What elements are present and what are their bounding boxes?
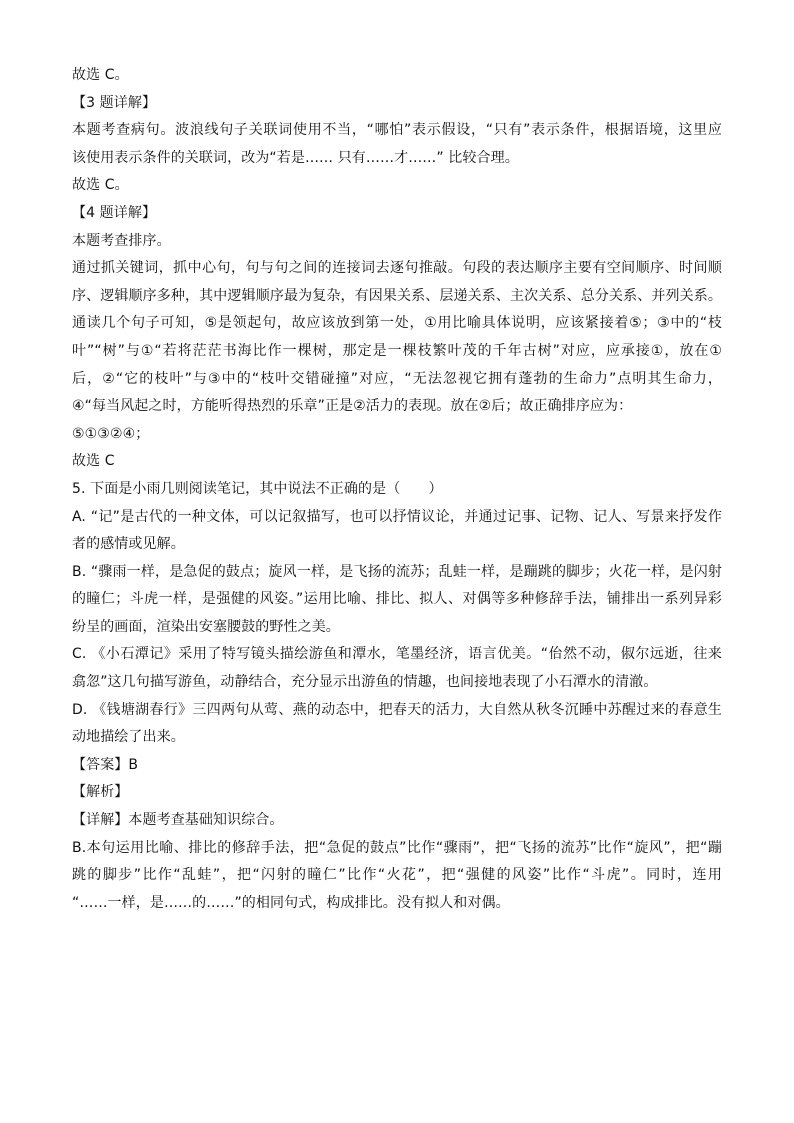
option-c: C. 《小石潭记》采用了特写镜头描绘游鱼和潭水，笔墨经济，语言优美。“佁然不动，俶尔远逝，往来 bbox=[72, 646, 722, 663]
text-line: 序、逻辑顺序多种，其中逻辑顺序最为复杂，有因果关系、层递关系、主次关系、总分关系、并列关系。 bbox=[72, 287, 722, 304]
text-line: 通过抓关键词，抓中心句，句与句之间的连接词去逐句推敲。句段的表达顺序主要有空间顺序、时间顺 bbox=[72, 260, 722, 277]
option-d: D. 《钱塘湖春行》三四两句从莺、燕的动态中，把春天的活力，大自然从秋冬沉睡中苏醒过来的春意生 bbox=[72, 701, 722, 718]
text-line: 【详解】本题考查基础知识综合。 bbox=[72, 812, 284, 829]
section-heading: 【4 题详解】 bbox=[72, 204, 157, 221]
text-line: 该使用表示条件的关联词，改为“若是…… 只有……才……” 比较合理。 bbox=[72, 149, 519, 166]
text-line: 本题考查排序。 bbox=[72, 232, 171, 249]
text-line: 的瞳仁；斗虎一样，是强健的风姿。”运用比喻、排比、拟人、对偶等多种修辞手法，铺排出一系列异彩 bbox=[72, 591, 722, 608]
text-line: 本题考查病句。波浪线句子关联词使用不当，“哪怕”表示假设，“只有”表示条件，根据语境，这里应 bbox=[72, 122, 722, 139]
text-line: B.本句运用比喻、排比的修辞手法，把“急促的鼓点”比作“骤雨”，把“飞扬的流苏”比作“旋风”，把“蹦 bbox=[72, 839, 722, 856]
question-stem: 5. 下面是小雨几则阅读笔记，其中说法不正确的是（ ） bbox=[72, 480, 443, 497]
text-line: 故选 C。 bbox=[72, 67, 129, 83]
text-line: 跳的脚步”比作“乱蛙”，把“闪射的瞳仁”比作“火花”，把“强健的风姿”比作“斗虎”。同时，连用 bbox=[72, 867, 722, 884]
text-line: ④“每当风起之时，方能听得热烈的乐章”正是②活力的表现。放在②后；故正确排序应为： bbox=[72, 398, 633, 415]
text-line: ⑤①③②④； bbox=[72, 425, 150, 442]
analysis-label: 【解析】 bbox=[72, 784, 129, 801]
option-b: B. “骤雨一样，是急促的鼓点；旋风一样，是飞扬的流苏；乱蛙一样，是蹦跳的脚步；火花一样，是闪射 bbox=[72, 563, 722, 580]
text-line: 翕忽”这几句描写游鱼，动静结合，充分显示出游鱼的情趣，也间接地表现了小石潭水的清澈。 bbox=[72, 674, 658, 691]
text-line: 故选 C。 bbox=[72, 177, 129, 194]
text-line: 通读几个句子可知，⑤是领起句，故应该放到第一处，①用比喻具体说明，应该紧接着⑤；③中的“枝 bbox=[72, 315, 723, 332]
text-line: 叶”“树”与①“若将茫茫书海比作一棵树，那定是一棵枝繁叶茂的千年古树”对应，应承接①，放在① bbox=[72, 342, 722, 359]
option-a: A. “记”是古代的一种文体，可以记叙描写，也可以抒情议论，并通过记事、记物、记人、写景来抒发作 bbox=[72, 508, 722, 525]
text-line: 故选 C bbox=[72, 453, 115, 470]
answer-label: 【答案】B bbox=[72, 756, 139, 773]
section-heading: 【3 题详解】 bbox=[72, 94, 157, 111]
text-line: “……一样，是……的……”的相同句式，构成排比。没有拟人和对偶。 bbox=[72, 894, 510, 911]
text-line: 纷呈的画面，渲染出安塞腰鼓的野性之美。 bbox=[72, 618, 340, 635]
text-line: 者的感情或见解。 bbox=[72, 536, 185, 553]
document-page bbox=[72, 62, 722, 917]
text-line: 后，②“它的枝叶”与③中的“枝叶交错碰撞”对应，“无法忽视它拥有蓬勃的生命力”点明其生命力， bbox=[72, 370, 722, 387]
text-line: 动地描绘了出来。 bbox=[72, 729, 185, 746]
